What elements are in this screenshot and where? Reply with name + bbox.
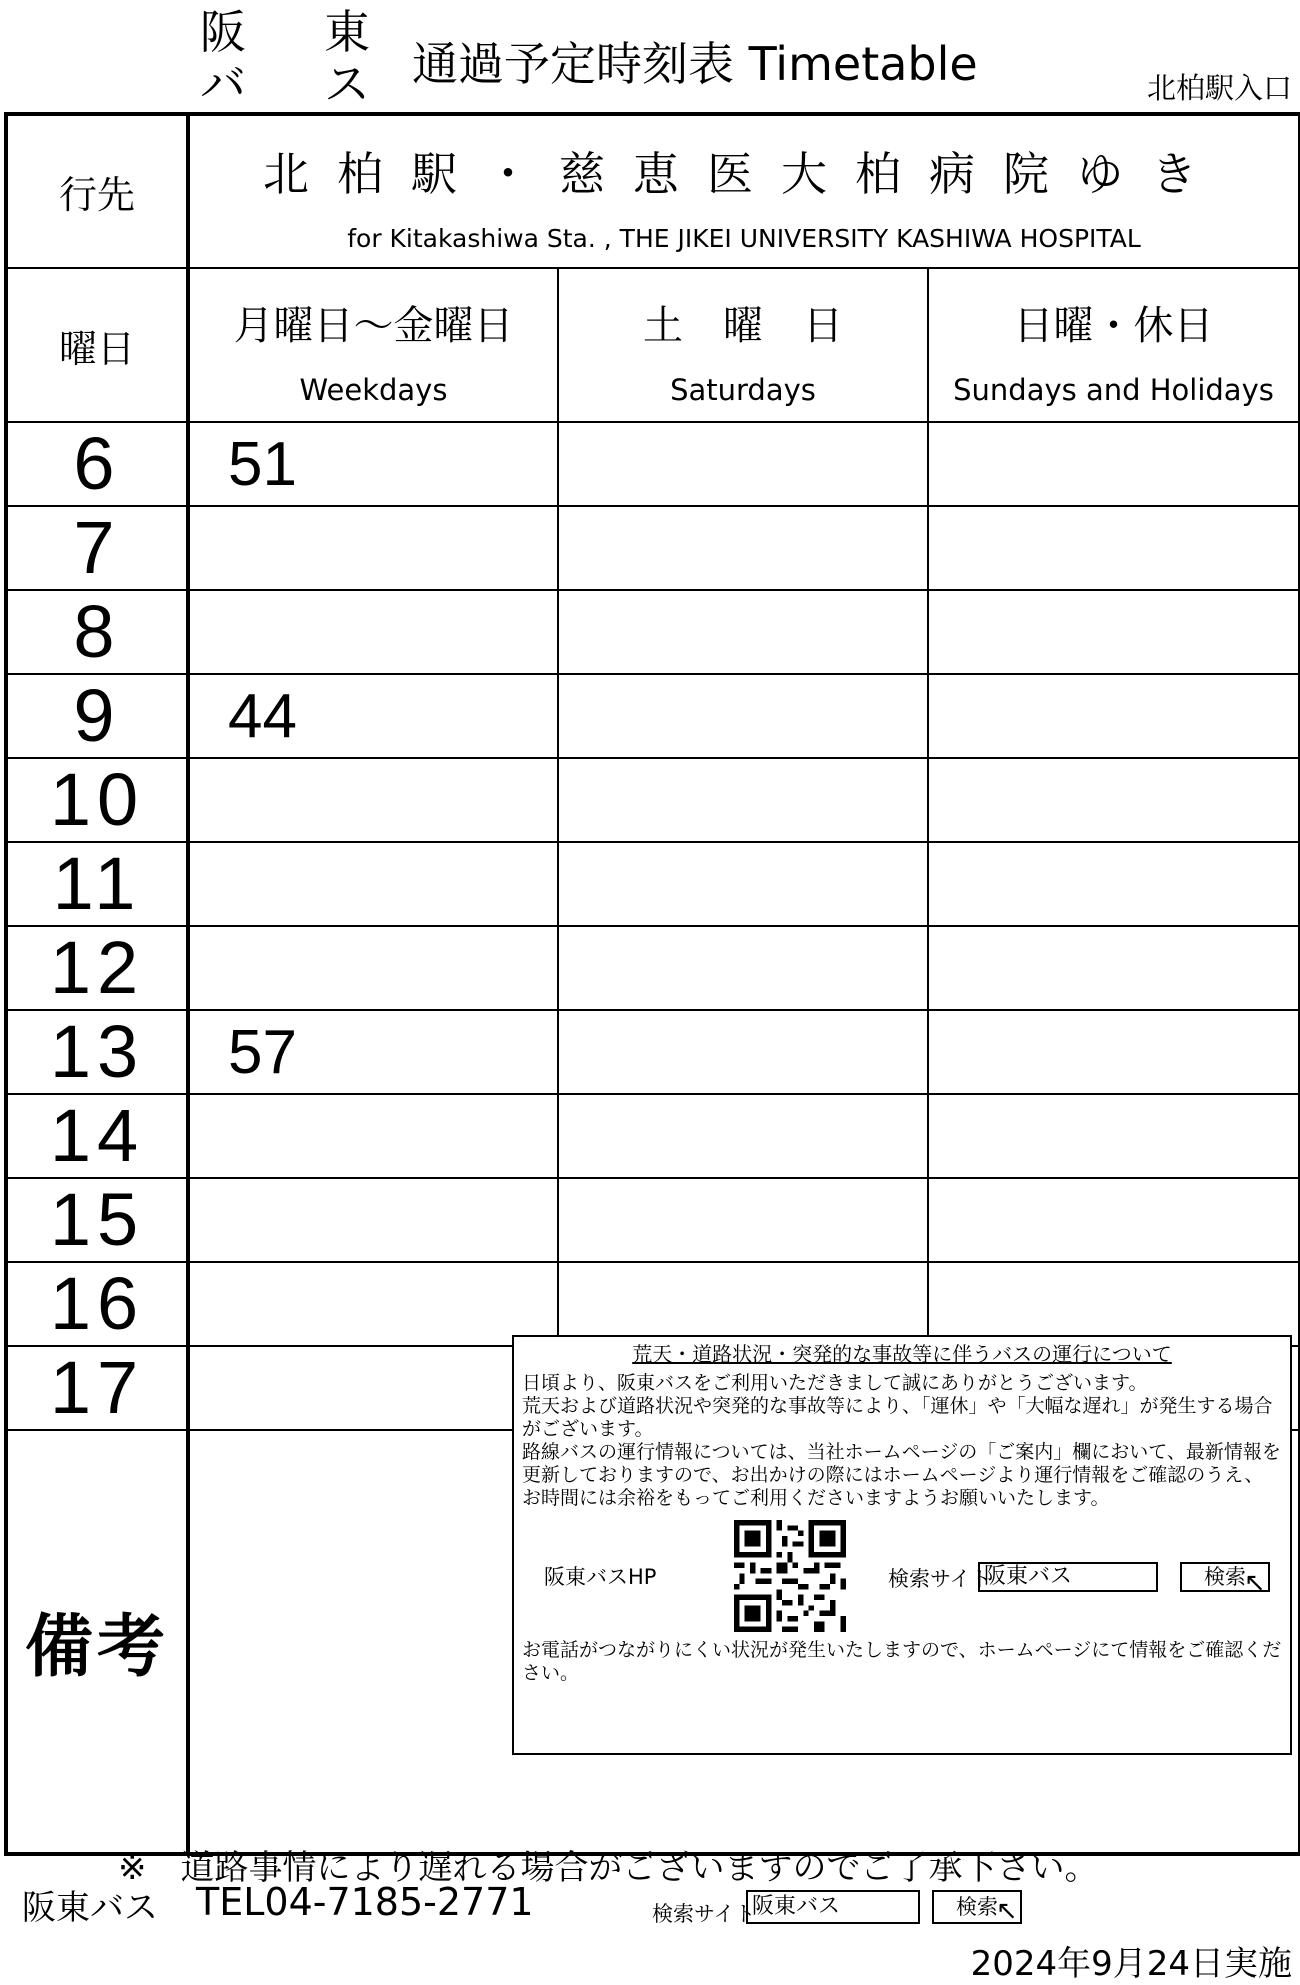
- holiday-minutes: [928, 422, 1300, 506]
- table-row: [6, 422, 1300, 506]
- day-en: Saturdays: [670, 372, 816, 407]
- table-row: [6, 926, 1300, 1010]
- day-label: 曜日: [6, 268, 188, 422]
- hp-label: 阪東バスHP: [544, 1565, 657, 1589]
- hour-cell: 14: [6, 1094, 188, 1178]
- holiday-minutes: [928, 1010, 1300, 1094]
- search-button[interactable]: 検索: [1180, 1562, 1270, 1592]
- day-header-weekdays: [188, 268, 558, 422]
- holiday-minutes: [928, 926, 1300, 1010]
- cursor-arrow-icon: ↖: [996, 1896, 1018, 1926]
- saturday-minutes: [558, 926, 928, 1010]
- destination-label: 行先: [6, 114, 188, 268]
- holiday-minutes: [928, 506, 1300, 590]
- qr-code-icon[interactable]: [734, 1520, 846, 1632]
- weekday-minutes: [188, 926, 558, 1010]
- weekday-minutes: [188, 1262, 558, 1346]
- search-site-label: 検索サイト: [888, 1567, 992, 1591]
- table-row: [6, 758, 1300, 842]
- cursor-arrow-icon: ↖: [1244, 1568, 1266, 1598]
- notice-paragraph: 日頃より、阪東バスをご利用いただきまして誠にありがとうございます。: [522, 1372, 1148, 1394]
- day-jp: 土 曜 日: [643, 302, 843, 349]
- service-notice: [512, 1335, 1292, 1755]
- destination-cell: [188, 114, 1300, 268]
- hour-cell: 12: [6, 926, 188, 1010]
- notice-title: 荒天・道路状況・突発的な事故等に伴うバスの運行について: [632, 1342, 1172, 1366]
- search-input[interactable]: 阪東バス: [746, 1890, 920, 1924]
- weekday-minutes: 51: [188, 422, 558, 506]
- table-row: [6, 1010, 1300, 1094]
- notice-paragraph: 路線バスの運行情報については、当社ホームページの「ご案内」欄において、最新情報を更新しておりますので、お出かけの際にはホームページより運行情報をご確認のうえ、お時間には余裕をもってご利用くださいますようお願いいたします。: [522, 1441, 1281, 1509]
- hour-cell: 11: [6, 842, 188, 926]
- day-jp: 月曜日～金曜日: [233, 302, 514, 349]
- brand-char: 東: [324, 5, 370, 59]
- saturday-minutes: [558, 758, 928, 842]
- weekday-minutes: [188, 1178, 558, 1262]
- destination-jp: 北柏駅・慈恵医大柏病院ゆき: [263, 147, 1225, 201]
- weekday-minutes: [188, 590, 558, 674]
- hour-cell: 6: [6, 422, 188, 506]
- day-en: Weekdays: [299, 372, 448, 407]
- table-row: [6, 1094, 1300, 1178]
- holiday-minutes: [928, 590, 1300, 674]
- day-en: Sundays and Holidays: [953, 372, 1274, 407]
- day-jp: 日曜・休日: [1013, 302, 1214, 349]
- hour-cell: 8: [6, 590, 188, 674]
- holiday-minutes: [928, 842, 1300, 926]
- saturday-minutes: [558, 1010, 928, 1094]
- table-row: [6, 1262, 1300, 1346]
- weekday-minutes: [188, 506, 558, 590]
- notice-paragraph: お電話がつながりにくい状況が発生いたしますので、ホームページにて情報をご確認ください。: [522, 1639, 1282, 1684]
- search-site-label: 検索サイト: [652, 1902, 756, 1926]
- page-title: 通過予定時刻表 Timetable: [412, 37, 978, 91]
- table-row: [6, 842, 1300, 926]
- hour-cell: 13: [6, 1010, 188, 1094]
- qr-row: [522, 1514, 1282, 1639]
- holiday-minutes: [928, 758, 1300, 842]
- notes-label: 備考: [6, 1430, 188, 1854]
- day-header-holidays: [928, 268, 1300, 422]
- stop-name: 北柏駅入口: [1146, 71, 1292, 105]
- destination-en: for Kitakashiwa Sta. , THE JIKEI UNIVERSITY KASHIWA HOSPITAL: [347, 224, 1141, 253]
- holiday-minutes: [928, 674, 1300, 758]
- table-row: [6, 590, 1300, 674]
- holiday-minutes: [928, 1178, 1300, 1262]
- table-row: [6, 1178, 1300, 1262]
- brand-char: バ: [200, 57, 246, 111]
- saturday-minutes: [558, 590, 928, 674]
- brand-char: ス: [324, 57, 370, 111]
- saturday-minutes: [558, 1178, 928, 1262]
- day-header-saturdays: [558, 268, 928, 422]
- hour-cell: 10: [6, 758, 188, 842]
- holiday-minutes: [928, 1094, 1300, 1178]
- saturday-minutes: [558, 842, 928, 926]
- hour-cell: 17: [6, 1346, 188, 1430]
- notice-paragraph: 荒天および道路状況や突発的な事故等により、「運休」や「大幅な遅れ」が発生する場合がございます。: [522, 1395, 1273, 1440]
- company-logo-text: [200, 6, 380, 110]
- saturday-minutes: [558, 1094, 928, 1178]
- hour-cell: 7: [6, 506, 188, 590]
- weekday-minutes: [188, 842, 558, 926]
- weekday-minutes: 57: [188, 1010, 558, 1094]
- saturday-minutes: [558, 506, 928, 590]
- saturday-minutes: [558, 674, 928, 758]
- saturday-minutes: [558, 422, 928, 506]
- brand-char: 阪: [200, 5, 246, 59]
- search-button[interactable]: 検索: [932, 1890, 1022, 1924]
- weekday-minutes: 44: [188, 674, 558, 758]
- weekday-minutes: [188, 1094, 558, 1178]
- company-name: 阪東バス: [22, 1888, 158, 1928]
- saturday-minutes: [558, 1262, 928, 1346]
- table-row: [6, 674, 1300, 758]
- weekday-minutes: [188, 758, 558, 842]
- hour-cell: 16: [6, 1262, 188, 1346]
- hour-cell: 15: [6, 1178, 188, 1262]
- hour-cell: 9: [6, 674, 188, 758]
- weekday-minutes: [188, 1346, 558, 1430]
- search-input[interactable]: 阪東バス: [978, 1562, 1158, 1592]
- phone-number: TEL04-7185-2771: [196, 1880, 534, 1924]
- holiday-minutes: [928, 1262, 1300, 1346]
- effective-date: 2024年9月24日実施: [970, 1944, 1292, 1984]
- delay-note: ※ 道路事情により遅れる場合がございますのでご了承下さい。: [118, 1848, 1099, 1888]
- table-row: [6, 506, 1300, 590]
